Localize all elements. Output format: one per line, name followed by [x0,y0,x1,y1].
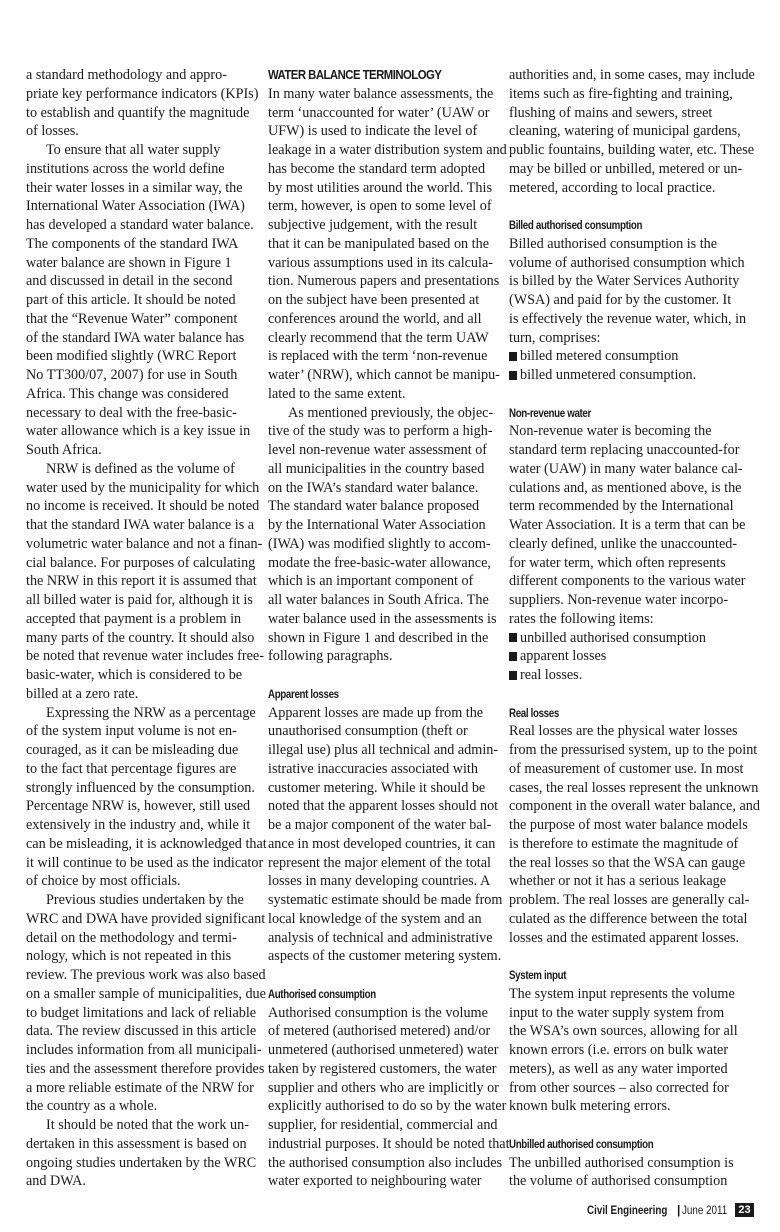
text-line: (IWA) was modified slightly to accom- [268,535,491,552]
paragraph-apparent-losses [268,704,503,967]
text-line: term recommended by the International [509,498,734,515]
square-bullet-icon [509,371,517,380]
text-line: term, however, is open to some level of [268,198,492,215]
text-line: cial balance. For purposes of calculating [26,554,256,571]
text-line: water used by the municipality for which [26,479,260,496]
text-line: that the standard IWA water balance is a [26,517,255,533]
text-line: is replaced with the term ‘non-revenue [268,348,488,365]
text-line: The standard water balance proposed [268,498,480,515]
text-line: that it can be manipulated based on the [268,235,490,252]
text-line: of the system input volume is not en- [26,723,237,740]
subheading-non-revenue-water: Non-revenue water [509,406,591,420]
text-line: taken by registered customers, the water [268,1060,497,1077]
text-line: part of this article. It should be noted [26,292,236,308]
list-item [509,647,741,666]
text-line: the purpose of most water balance models [509,817,748,833]
text-line: and discussed in detail in the second [26,273,233,290]
text-line: Percentage NRW is, however, still used [26,798,251,815]
text-line: WRC and DWA have provided significant [26,910,266,927]
text-line: all billed water is paid for, although it is [26,592,253,608]
text-line: analysis of technical and administrative [268,929,493,946]
text-line: strongly influenced by the consumption. [26,779,255,796]
text-line: suppliers. Non-revenue water incorpo- [509,592,729,608]
text-line: the WSA’s own sources, allowing for all [509,1023,738,1040]
text-line: to establish and quantify the magnitude [26,104,250,121]
text-line: necessary to deal with the free-basic- [26,404,237,421]
text-line: As mentioned previously, the objec- [288,404,494,421]
text-line: flushing of mains and sewers, street [509,104,713,121]
text-line: supplier and others who are implicitly or [268,1079,499,1096]
text-line: tion. Numerous papers and presentations [268,273,500,290]
paragraph-iwa-standard [26,141,254,460]
spacer [509,1116,741,1135]
text-line: meters), as well as any water imported [509,1060,728,1077]
text-line: following paragraphs. [268,648,393,665]
text-line: which is an important component of [268,573,474,590]
text-line: their water losses in a similar way, the [26,179,243,196]
text-line: nology, which is not repeated in this [26,948,232,965]
text-line: clearly defined, unlike the unaccounted- [509,535,738,552]
text-line: losses and the estimated apparent losses. [509,929,740,946]
text-line: illegal use) plus all technical and admin- [268,742,499,758]
list-item [509,366,741,385]
text-line: UFW) is used to indicate the level of [268,123,478,140]
text-line: known bulk metering errors. [509,1098,671,1115]
paragraph-authorised-consumption-cont [509,66,755,197]
text-line: South Africa. [26,442,102,458]
issue-date: June 2011 [682,1203,728,1217]
text-line: turn, comprises: [509,329,601,346]
text-line: on a smaller sample of municipalities, due [26,985,266,1002]
text-line: unmetered (authorised unmetered) water [268,1042,499,1058]
text-line: authorities and, in some cases, may include [509,67,755,83]
list-item-text: apparent losses [520,648,607,665]
text-line: water’ (NRW), which cannot be manipu- [268,367,500,383]
list-item [509,629,741,648]
text-line: no income is received. It should be noted [26,498,260,515]
text-line: The components of the standard IWA [26,235,239,252]
text-line: culations and, as mentioned above, is the [509,479,742,496]
text-line: systematic estimate should be made from [268,892,503,908]
spacer [268,666,500,685]
text-line: clearly recommend that the term UAW [268,329,489,346]
text-line: explicitly authorised to do so by the water [268,1098,507,1115]
text-line: modate the free-basic-water allowance, [268,554,491,571]
text-line: rates the following items: [509,610,654,627]
text-line: on the subject have been presented at [268,292,480,308]
subheading-authorised-consumption: Authorised consumption [268,987,376,1001]
subheading-system-input: System input [509,969,567,982]
text-line: local knowledge of the system and an [268,910,482,927]
paragraph-unbilled-authorised-consumption [509,1154,741,1192]
text-line: is billed by the Water Services Authority [509,273,740,290]
text-line: has developed a standard water balance. [26,217,254,233]
text-line: many parts of the country. It should also [26,629,255,646]
text-line: water allowance which is a key issue in [26,423,251,440]
text-line: noted that the apparent losses should not [268,798,499,815]
text-line: To ensure that all water supply [46,142,221,158]
paragraph-uaw-intro [268,85,507,404]
text-line: NRW is defined as the volume of [46,460,235,477]
text-line: (WSA) and paid for by the customer. It [509,292,732,308]
text-line: ties and the assessment therefore provides [26,1060,265,1077]
subheading-unbilled-authorised-consumption: Unbilled authorised consumption [509,1137,654,1151]
text-line: In many water balance assessments, the [268,85,494,102]
list-item-text: billed metered consumption [520,348,679,365]
text-line: is effectively the revenue water, which, in [509,310,747,327]
text-line: and DWA. [26,1173,86,1190]
text-line: Authorised consumption is the volume [268,1004,488,1021]
text-line: ance in most developed countries, it can [268,835,496,852]
text-line: tive of the study was to perform a high- [268,423,493,440]
text-line: the NRW in this report it is assumed that [26,573,257,590]
text-line: by the International Water Association [268,517,486,533]
spacer [509,947,741,966]
text-line: has become the standard term adopted [268,160,486,177]
text-line: It should be noted that the work un- [46,1117,249,1133]
text-line: lated to the same extent. [268,385,406,402]
text-line: different components to the various water [509,573,746,590]
paragraph-study-objective [268,404,500,667]
text-line: Previous studies undertaken by the [46,892,244,908]
text-line: input to the water supply system from [509,1004,725,1021]
text-line: No TT300/07, 2007) for use in South [26,367,238,383]
text-line: represent the major element of the total [268,854,491,871]
square-bullet-icon [509,652,517,661]
text-line: water (UAW) in many water balance cal- [509,460,743,477]
text-line: subjective judgement, with the result [268,217,478,233]
list-item-text: real losses. [520,667,583,683]
page-number-badge: 23 [735,1203,753,1217]
text-line: by most utilities around the world. This [268,179,492,196]
paragraph-authorised-consumption [268,1004,510,1192]
text-line: volumetric water balance and not a finan- [26,535,263,552]
text-line: water balance used in the assessments is [268,610,497,627]
text-line: of the standard IWA water balance has [26,329,245,346]
text-line: a more reliable estimate of the NRW for [26,1079,254,1096]
spacer [509,385,741,404]
text-line: extensively in the industry and, while it [26,817,251,833]
text-line: The system input represents the volume [509,985,735,1002]
subheading-billed-authorised-consumption: Billed authorised consumption [509,219,643,232]
text-line: water exported to neighbouring water [268,1173,482,1190]
text-line: unauthorised consumption (theft or [268,723,468,740]
text-line: of measurement of customer use. In most [509,760,744,777]
text-line: been modified slightly (WRC Report [26,348,237,365]
square-bullet-icon [509,671,517,680]
text-line: of metered (authorised metered) and/or [268,1023,491,1040]
paragraph-nrw-definition [26,460,264,704]
text-line: aspects of the customer metering system. [268,948,502,965]
footer-separator: | [677,1203,681,1217]
text-line: Africa. This change was considered [26,385,229,402]
spacer [509,685,741,704]
text-line: review. The previous work was also based [26,967,266,983]
text-line: level non-revenue water assessment of [268,442,488,458]
square-bullet-icon [509,352,517,361]
paragraph-ongoing-studies [26,1116,257,1191]
spacer [509,197,741,216]
text-line: detail on the methodology and termi- [26,929,237,946]
paragraph-non-revenue-water [509,422,746,628]
paragraph-system-input [509,985,741,1116]
text-line: that the “Revenue Water” component [26,310,238,327]
text-line: all municipalities in the country based [268,460,485,477]
text-line: industrial purposes. It should be noted that [268,1135,510,1152]
text-line: standard term replacing unaccounted-for [509,442,740,458]
text-line: billed at a zero rate. [26,685,139,702]
text-line: whether or not it has a serious leakage [509,873,727,890]
text-line: cleaning, watering of municipal gardens, [509,123,741,140]
text-line: cases, the real losses represent the unknown [509,779,759,796]
paragraph-billed-authorised-consumption [509,235,747,348]
text-line: of choice by most officials. [26,873,181,890]
text-line: items such as fire-fighting and training, [509,85,733,102]
text-line: is therefore to estimate the magnitude of [509,835,739,852]
text-line: known errors (i.e. errors on bulk water [509,1042,729,1058]
text-line: International Water Association (IWA) [26,198,245,215]
text-line: basic-water, which is considered to be [26,667,243,683]
list-item-text: unbilled authorised consumption [520,629,706,646]
subheading-apparent-losses: Apparent losses [268,687,339,701]
subheading-real-losses: Real losses [509,706,559,720]
text-line: includes information from all municipali- [26,1042,262,1058]
list-item [509,347,741,366]
list-item-text: billed unmetered consumption. [520,367,697,383]
bullet-list-nrw [509,629,741,685]
text-line: priate key performance indicators (KPIs) [26,85,259,102]
text-line: supplier, for residential, commercial and [268,1117,498,1133]
text-line: from other sources – also corrected for [509,1079,729,1096]
text-line: problem. The real losses are generally cal- [509,892,750,908]
text-line: dertaken in this assessment is based on [26,1135,247,1152]
text-line: for water term, which often represents [509,554,726,571]
text-line: Expressing the NRW as a percentage [46,704,256,721]
text-line: the country as a whole. [26,1098,158,1115]
text-line: leakage in a water distribution system and [268,142,507,158]
section-heading-water-balance-terminology: WATER BALANCE TERMINOLOGY [268,67,442,82]
text-line: it will continue to be used as the indicator [26,854,264,871]
text-line: data. The review discussed in this article [26,1023,257,1040]
paragraph-methodology-cont [26,66,259,141]
text-line: losses in many developing countries. A [268,873,491,890]
text-line: customer metering. While it should be [268,779,486,796]
spacer [268,966,500,985]
text-line: the authorised consumption also includes [268,1154,503,1171]
text-line: to budget limitations and lack of reliable [26,1004,257,1021]
column-1 [26,66,267,1191]
page-footer [587,1203,754,1217]
text-line: water balance are shown in Figure 1 [26,254,232,271]
text-line: all water balances in South Africa. The [268,592,489,608]
text-line: ongoing studies undertaken by the WRC [26,1154,257,1171]
text-line: term ‘unaccounted for water’ (UAW or [268,104,490,121]
square-bullet-icon [509,633,517,642]
text-line: to the fact that percentage figures are [26,760,237,777]
text-line: institutions across the world define [26,160,225,177]
column-3 [509,66,760,1191]
paragraph-real-losses [509,722,760,947]
text-line: accepted that payment is a problem in [26,610,242,627]
text-line: the real losses so that the WSA can gauge [509,854,746,871]
text-line: the volume of authorised consumption [509,1173,728,1190]
text-line: from the pressurised system, up to the point [509,742,758,758]
text-line: The unbilled authorised consumption is [509,1154,734,1171]
text-line: of losses. [26,123,79,140]
paragraph-nrw-percentage [26,704,267,892]
text-line: Real losses are the physical water losses [509,723,738,740]
text-line: Non-revenue water is becoming the [509,423,712,440]
text-line: Water Association. It is a term that can be [509,517,746,533]
text-line: be noted that revenue water includes free- [26,648,264,665]
text-line: Billed authorised consumption is the [509,235,718,252]
list-item [509,666,741,685]
text-line: may be billed or unbilled, metered or un- [509,160,743,177]
text-line: various assumptions used in its calcula- [268,254,493,271]
text-line: Apparent losses are made up from the [268,704,484,721]
text-line: a standard methodology and appro- [26,67,227,83]
text-line: volume of authorised consumption which [509,254,745,271]
publication-name: Civil Engineering [587,1203,668,1217]
text-line: can be misleading, it is acknowledged that [26,835,267,852]
text-line: metered, according to local practice. [509,179,716,196]
bullet-list-billed [509,347,741,385]
text-line: component in the overall water balance, and [509,798,760,815]
text-line: culated as the difference between the total [509,910,748,927]
text-line: istrative inaccuracies associated with [268,760,478,777]
text-line: couraged, as it can be misleading due [26,742,239,758]
text-line: conferences around the world, and all [268,310,482,327]
text-line: public fountains, building water, etc. These [509,142,755,158]
text-line: on the IWA’s standard water balance. [268,479,479,496]
text-line: shown in Figure 1 and described in the [268,629,489,646]
text-line: be a major component of the water bal- [268,817,492,833]
column-2 [268,66,510,1191]
paragraph-previous-studies [26,891,266,1116]
